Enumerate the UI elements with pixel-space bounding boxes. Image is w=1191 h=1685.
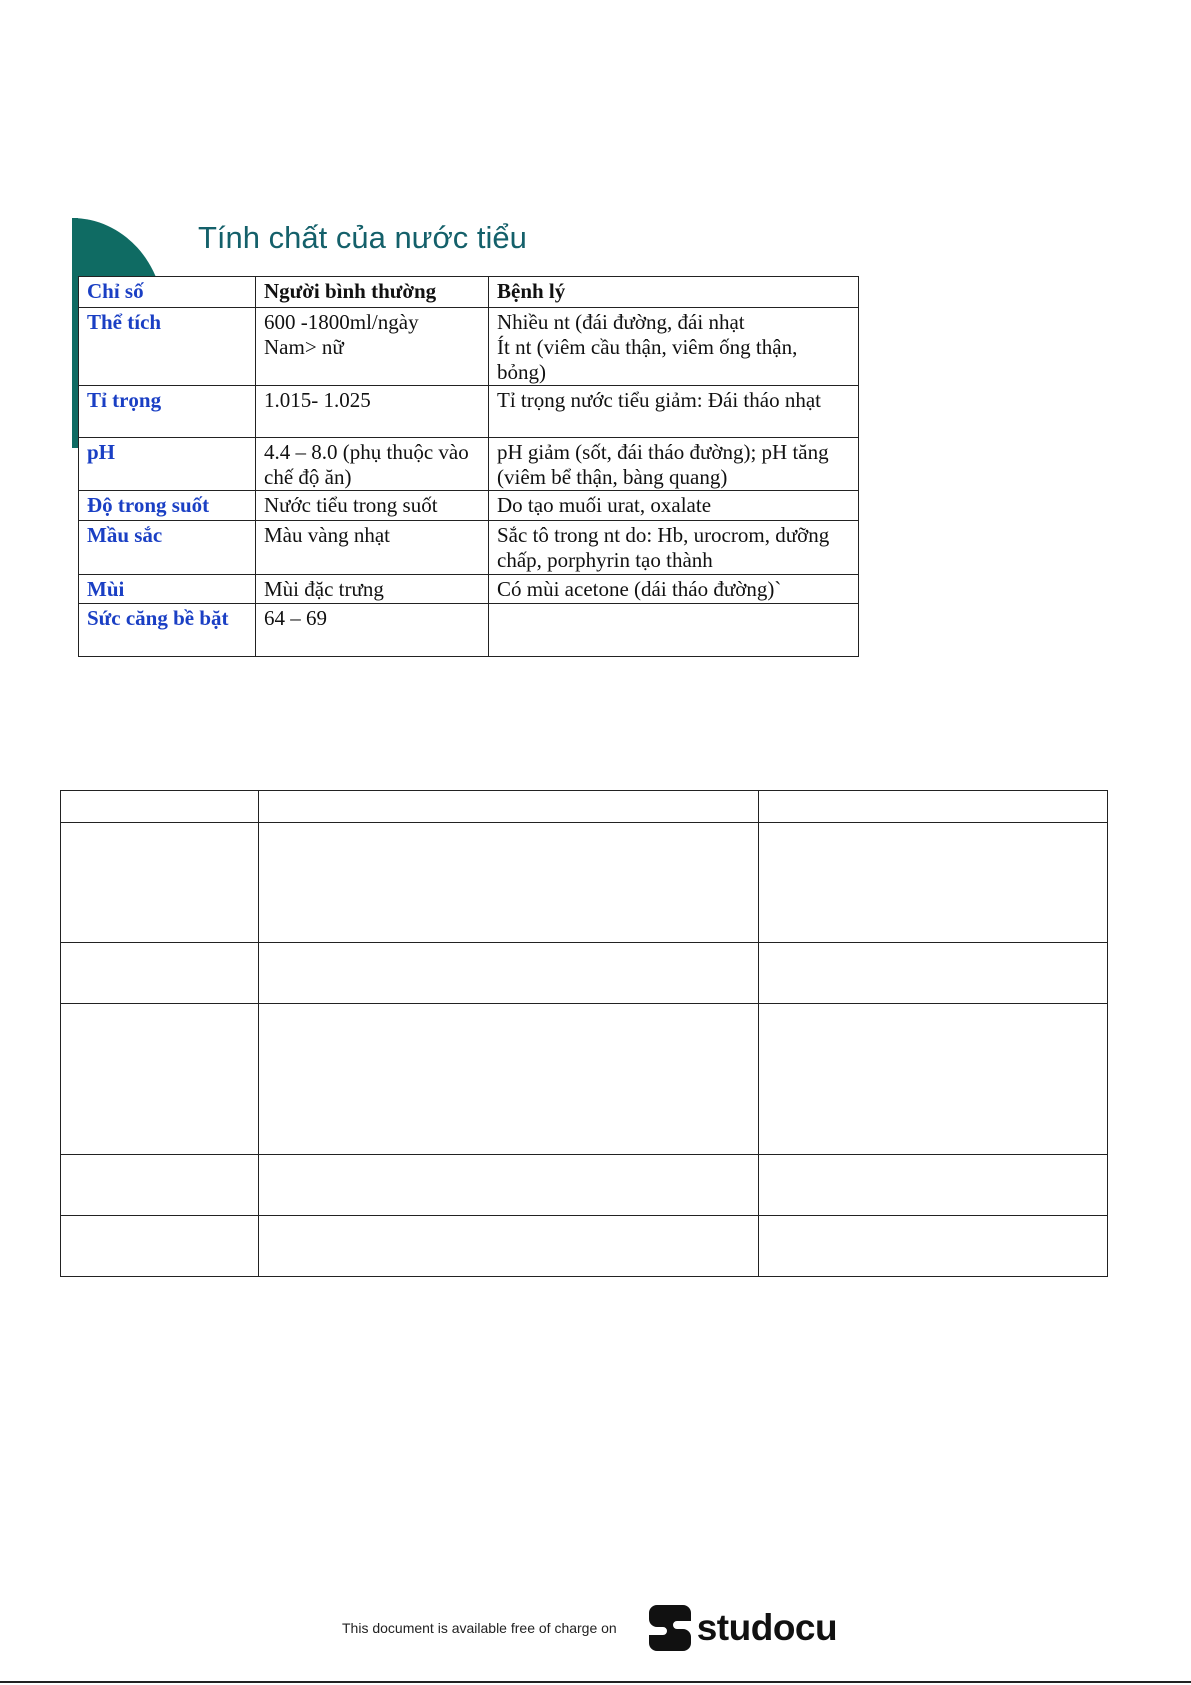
blank-cell <box>759 1216 1108 1277</box>
studocu-logo-icon <box>647 1603 693 1653</box>
row-label: Độ trong suốt <box>79 491 256 521</box>
slide-title: Tính chất của nước tiểu <box>198 220 527 255</box>
table-cell: Tỉ trọng nước tiểu giảm: Đái tháo nhạt <box>489 386 859 438</box>
blank-cell <box>759 791 1108 823</box>
table-row <box>79 438 859 491</box>
row-label: Thể tích <box>79 308 256 386</box>
blank-cell <box>259 943 759 1004</box>
blank-cell <box>259 1004 759 1155</box>
blank-table-row <box>61 823 1108 943</box>
footer-text: This document is available free of charge on <box>342 1620 617 1636</box>
blank-cell <box>61 1216 259 1277</box>
blank-cell <box>61 791 259 823</box>
blank-cell <box>259 791 759 823</box>
blank-cell <box>61 823 259 943</box>
blank-cell <box>759 823 1108 943</box>
table-cell: Sắc tô trong nt do: Hb, urocrom, dưỡng chấp, porphyrin tạo thành <box>489 521 859 575</box>
blank-cell <box>759 1155 1108 1216</box>
table-row <box>79 521 859 575</box>
row-label: pH <box>79 438 256 491</box>
row-label: Sức căng bề bặt <box>79 604 256 657</box>
table-cell: 4.4 – 8.0 (phụ thuộc vào chế độ ăn) <box>256 438 489 491</box>
table-cell: 600 -1800ml/ngày Nam> nữ <box>256 308 489 386</box>
row-label: Tỉ trọng <box>79 386 256 438</box>
blank-cell <box>759 1004 1108 1155</box>
blank-cell <box>259 1216 759 1277</box>
blank-cell <box>259 1155 759 1216</box>
table-cell: Do tạo muối urat, oxalate <box>489 491 859 521</box>
table-cell <box>489 604 859 657</box>
table-row <box>79 604 859 657</box>
urine-properties-table <box>78 276 859 657</box>
studocu-wordmark: studocu <box>696 1607 838 1648</box>
table-row <box>79 386 859 438</box>
blank-table <box>60 790 1108 1277</box>
table-row <box>79 491 859 521</box>
table-cell: pH giảm (sốt, đái tháo đường); pH tăng (viêm bể thận, bàng quang) <box>489 438 859 491</box>
table-cell: Màu vàng nhạt <box>256 521 489 575</box>
table-header-cell: Chỉ số <box>79 277 256 308</box>
page-bottom-rule <box>0 1681 1191 1683</box>
table-row <box>79 575 859 604</box>
row-label: Mùi <box>79 575 256 604</box>
table-cell: 64 – 69 <box>256 604 489 657</box>
blank-cell <box>61 1004 259 1155</box>
slide-image <box>72 218 862 688</box>
blank-table-row <box>61 1155 1108 1216</box>
table-header-cell: Người bình thường <box>256 277 489 308</box>
blank-table-row <box>61 943 1108 1004</box>
blank-table-row <box>61 1004 1108 1155</box>
blank-cell <box>759 943 1108 1004</box>
blank-cell <box>259 823 759 943</box>
table-cell: 1.015- 1.025 <box>256 386 489 438</box>
table-row <box>79 308 859 386</box>
row-label: Mầu sắc <box>79 521 256 575</box>
studocu-logo[interactable] <box>647 1603 837 1653</box>
blank-cell <box>61 943 259 1004</box>
blank-table-row <box>61 791 1108 823</box>
blank-cell <box>61 1155 259 1216</box>
footer <box>342 1598 837 1658</box>
table-header-row <box>79 277 859 308</box>
table-cell: Nhiều nt (đái đường, đái nhạt Ít nt (viêm cầu thận, viêm ống thận, bỏng) <box>489 308 859 386</box>
table-cell: Có mùi acetone (dái tháo đường)` <box>489 575 859 604</box>
table-header-cell: Bệnh lý <box>489 277 859 308</box>
blank-table-row <box>61 1216 1108 1277</box>
table-cell: Mùi đặc trưng <box>256 575 489 604</box>
table-cell: Nước tiểu trong suốt <box>256 491 489 521</box>
